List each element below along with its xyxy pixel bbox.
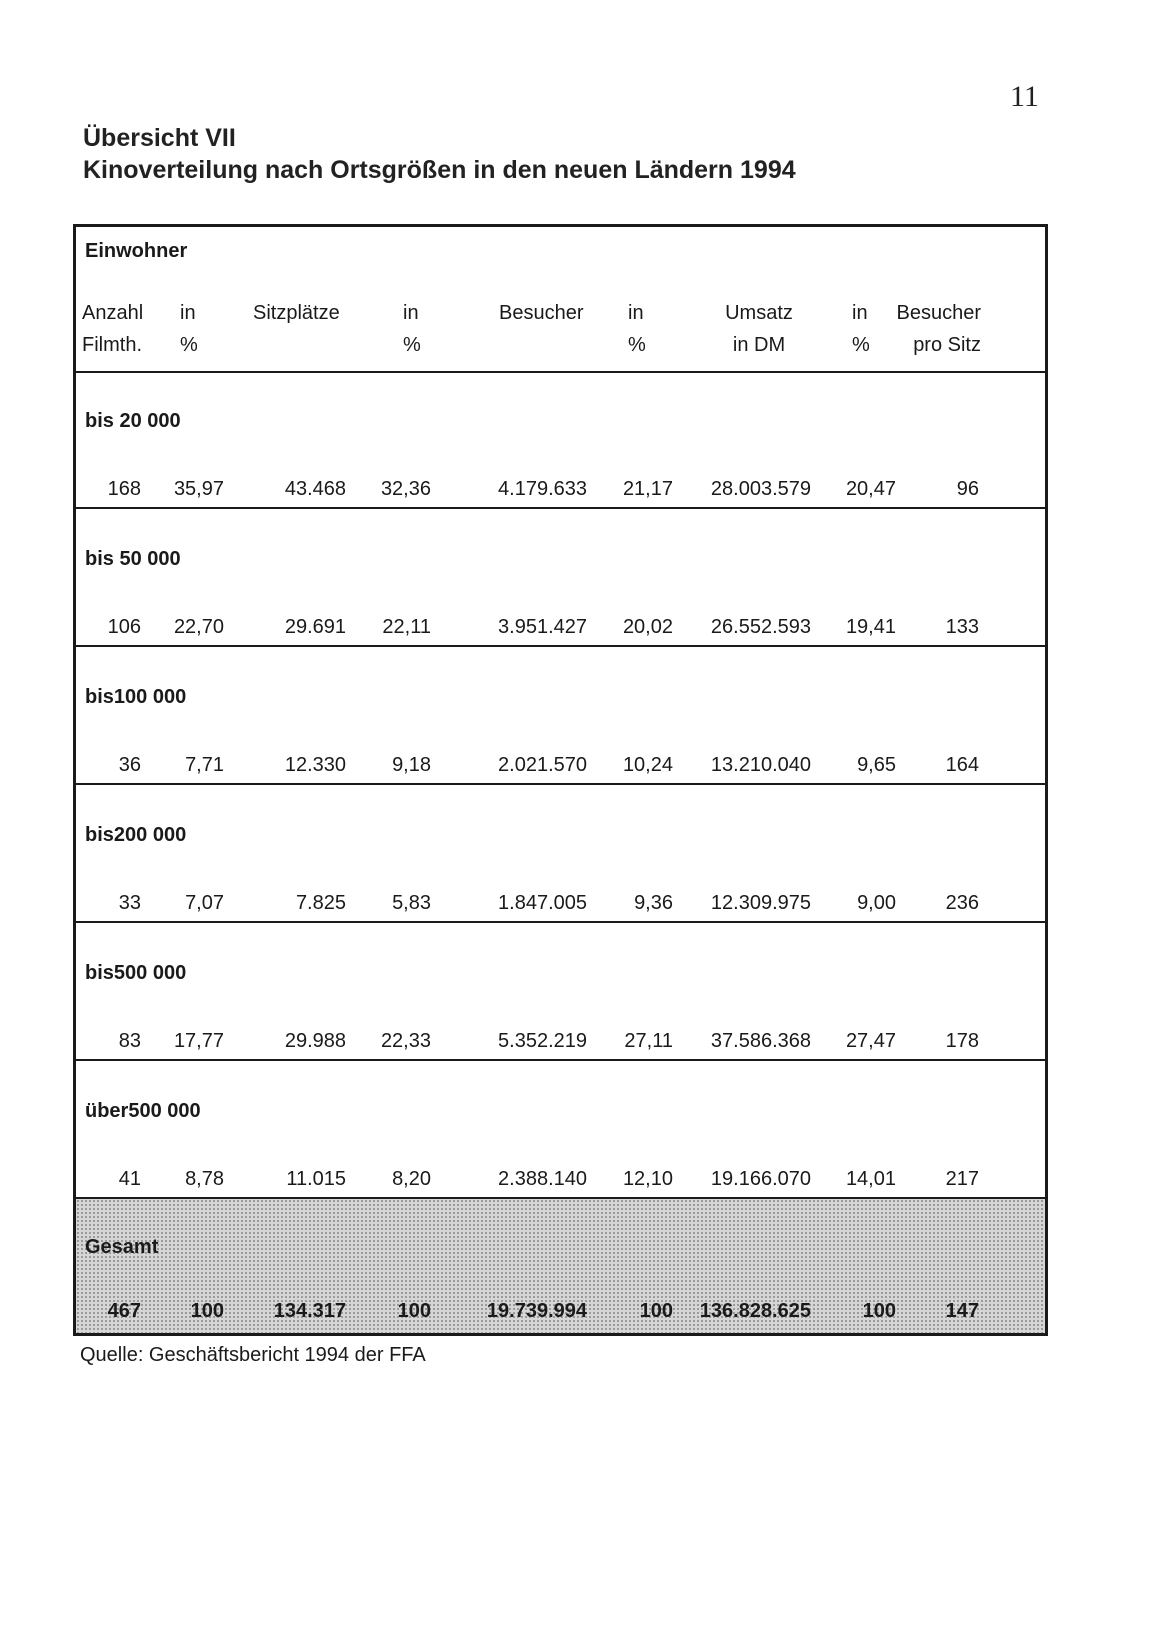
- total-cell-umsatz: 136.828.625: [699, 1300, 811, 1322]
- total-cell-umsatz-pct: 100: [862, 1300, 896, 1322]
- page-number: 11: [1010, 80, 1039, 113]
- table-cell-besucher: 5.352.219: [498, 1030, 587, 1052]
- page-title: [83, 122, 796, 186]
- table-group: [76, 785, 1045, 923]
- column-header-sitzplaetze-pct-1: in: [403, 302, 419, 324]
- column-header-besucher-pct-1: in: [628, 302, 644, 324]
- table-cell-umsatz-pct: 20,47: [845, 478, 896, 500]
- table-cell-anzahl-pct: 7,07: [185, 892, 224, 914]
- table-cell-sitzplaetze: 29.988: [284, 1030, 346, 1052]
- table-cell-anzahl: 106: [107, 616, 141, 638]
- table-cell-sitzplaetze: 7.825: [295, 892, 346, 914]
- table-cell-besucher-pro-sitz: 236: [945, 892, 979, 914]
- group-label: bis100 000: [85, 686, 187, 708]
- column-header-besucher-pro-sitz-2: pro Sitz: [913, 334, 981, 356]
- table-cell-umsatz: 19.166.070: [710, 1168, 811, 1190]
- table-cell-sitzplaetze-pct: 32,36: [380, 478, 431, 500]
- table-cell-umsatz: 13.210.040: [710, 754, 811, 776]
- table-cell-besucher-pct: 27,11: [624, 1030, 673, 1052]
- column-header-besucher-pro-sitz-1: Besucher: [896, 302, 981, 324]
- table-cell-sitzplaetze: 43.468: [284, 478, 346, 500]
- source-note: Quelle: Geschäftsbericht 1994 der FFA: [80, 1344, 426, 1366]
- total-cell-besucher-pct: 100: [639, 1300, 673, 1322]
- statistics-table: [73, 224, 1048, 1336]
- column-header-umsatz-pct-1: in: [852, 302, 868, 324]
- table-cell-besucher-pro-sitz: 178: [945, 1030, 979, 1052]
- group-label: bis200 000: [85, 824, 187, 846]
- table-cell-besucher-pct: 10,24: [622, 754, 673, 776]
- table-cell-anzahl: 168: [107, 478, 141, 500]
- table-cell-anzahl-pct: 22,70: [173, 616, 224, 638]
- table-cell-anzahl-pct: 35,97: [173, 478, 224, 500]
- table-cell-sitzplaetze-pct: 8,20: [392, 1168, 431, 1190]
- group-label: bis 20 000: [85, 410, 181, 432]
- group-label: über500 000: [85, 1100, 201, 1122]
- group-label: bis 50 000: [85, 548, 181, 570]
- header-title-einwohner: Einwohner: [85, 240, 188, 262]
- table-cell-anzahl: 33: [118, 892, 141, 914]
- table-group: [76, 509, 1045, 647]
- table-cell-besucher-pct: 12,10: [622, 1168, 673, 1190]
- table-cell-umsatz-pct: 14,01: [845, 1168, 896, 1190]
- table-cell-umsatz-pct: 27,47: [845, 1030, 896, 1052]
- column-header-anzahl-pct-1: in: [180, 302, 196, 324]
- table-cell-sitzplaetze: 29.691: [284, 616, 346, 638]
- table-cell-besucher-pro-sitz: 217: [945, 1168, 979, 1190]
- table-cell-besucher-pro-sitz: 96: [956, 478, 979, 500]
- table-cell-besucher: 4.179.633: [498, 478, 587, 500]
- column-header-umsatz-2: in DM: [732, 334, 786, 356]
- table-cell-umsatz: 26.552.593: [710, 616, 811, 638]
- column-header-anzahl-1: Anzahl: [82, 302, 144, 324]
- table-cell-anzahl-pct: 17,77: [173, 1030, 224, 1052]
- column-header-besucher-1: Besucher: [499, 302, 584, 324]
- table-cell-besucher: 2.021.570: [498, 754, 587, 776]
- table-cell-umsatz-pct: 9,65: [857, 754, 896, 776]
- table-cell-besucher: 2.388.140: [498, 1168, 587, 1190]
- table-cell-sitzplaetze: 11.015: [286, 1168, 346, 1190]
- table-cell-sitzplaetze-pct: 9,18: [392, 754, 431, 776]
- table-cell-besucher-pct: 20,02: [622, 616, 673, 638]
- table-header: [76, 227, 1045, 373]
- total-row: [76, 1199, 1045, 1333]
- table-cell-anzahl: 36: [118, 754, 141, 776]
- table-cell-umsatz-pct: 19,41: [845, 616, 896, 638]
- total-cell-anzahl: 467: [107, 1300, 141, 1322]
- total-cell-besucher-pro-sitz: 147: [945, 1300, 979, 1322]
- title-line-1: Übersicht VII: [83, 124, 236, 152]
- total-cell-besucher: 19.739.994: [486, 1300, 587, 1322]
- table-cell-besucher-pct: 21,17: [622, 478, 673, 500]
- table-cell-sitzplaetze-pct: 22,11: [382, 616, 431, 638]
- table-cell-umsatz-pct: 9,00: [857, 892, 896, 914]
- table-cell-anzahl: 41: [118, 1168, 141, 1190]
- table-group: [76, 371, 1045, 509]
- table-cell-umsatz: 12.309.975: [710, 892, 811, 914]
- table-cell-sitzplaetze-pct: 22,33: [380, 1030, 431, 1052]
- column-header-besucher-pct-2: %: [628, 334, 646, 356]
- table-cell-besucher: 3.951.427: [498, 616, 587, 638]
- table-cell-besucher-pro-sitz: 164: [945, 754, 979, 776]
- column-header-anzahl-2: Filmth.: [82, 334, 142, 356]
- group-label: bis500 000: [85, 962, 187, 984]
- column-header-umsatz-1: Umsatz: [725, 302, 793, 324]
- column-header-sitzplaetze-pct-2: %: [403, 334, 421, 356]
- table-group: [76, 1061, 1045, 1199]
- column-header-umsatz-pct-2: %: [852, 334, 870, 356]
- table-cell-besucher-pct: 9,36: [634, 892, 673, 914]
- title-line-2: Kinoverteilung nach Ortsgrößen in den neuen Ländern 1994: [83, 156, 796, 184]
- total-label: Gesamt: [85, 1236, 159, 1258]
- table-group: [76, 647, 1045, 785]
- table-cell-anzahl-pct: 8,78: [185, 1168, 224, 1190]
- column-header-sitzplaetze-1: Sitzplätze: [253, 302, 340, 324]
- table-cell-umsatz: 28.003.579: [710, 478, 811, 500]
- table-cell-anzahl: 83: [118, 1030, 141, 1052]
- table-cell-besucher: 1.847.005: [498, 892, 587, 914]
- table-cell-sitzplaetze-pct: 5,83: [392, 892, 431, 914]
- table-cell-anzahl-pct: 7,71: [185, 754, 224, 776]
- total-cell-anzahl-pct: 100: [190, 1300, 224, 1322]
- column-header-anzahl-pct-2: %: [180, 334, 198, 356]
- table-cell-umsatz: 37.586.368: [710, 1030, 811, 1052]
- total-cell-sitzplaetze: 134.317: [273, 1300, 346, 1322]
- table-cell-besucher-pro-sitz: 133: [945, 616, 979, 638]
- total-cell-sitzplaetze-pct: 100: [397, 1300, 431, 1322]
- table-group: [76, 923, 1045, 1061]
- table-cell-sitzplaetze: 12.330: [284, 754, 346, 776]
